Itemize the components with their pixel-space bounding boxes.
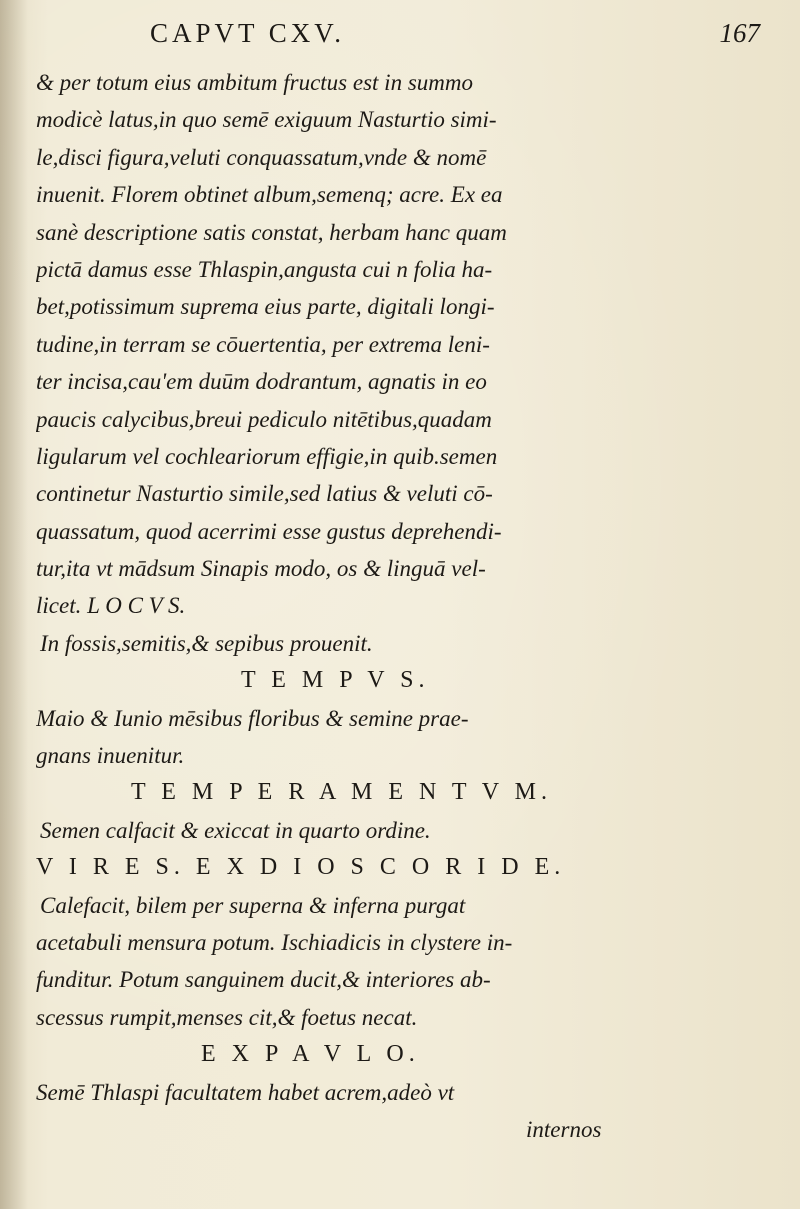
text-line: ligularum vel cochleariorum effigie,in quib.semen xyxy=(36,443,498,469)
text-line: In fossis,semitis,& sepibus prouenit. xyxy=(40,630,373,656)
text-line: scessus rumpit,menses cit,& foetus necat. xyxy=(36,1004,418,1030)
text-line: Semē Thlaspi facultatem habet acrem,adeò vt xyxy=(36,1079,455,1105)
text-line: ter incisa,cau'em duūm dodrantum, agnatis in eo xyxy=(36,369,487,395)
text-line: bet,potissimum suprema eius parte, digitali longi- xyxy=(36,294,495,320)
text-line: paucis calycibus,breui pediculo nitētibus,quadam xyxy=(36,406,492,432)
page-number: 167 xyxy=(719,18,760,48)
section-heading-tempus: T E M P V S. xyxy=(241,667,430,694)
text-line: acetabuli mensura potum. Ischiadicis in clystere in- xyxy=(36,929,513,955)
page-header xyxy=(0,14,800,54)
text-line: funditur. Potum sanguinem ducit,& interiores ab- xyxy=(36,967,491,993)
text-line-locus: licet. L O C V S. xyxy=(36,593,186,619)
text-line: tur,ita vt mādsum Sinapis modo, os & linguā vel- xyxy=(36,556,486,582)
text-line: & per totum eius ambitum fructus est in summo xyxy=(36,70,473,95)
section-heading-temperamentum: T E M P E R A M E N T V M. xyxy=(131,779,552,806)
text-line: inuenit. Florem obtinet album,semenq; acre. Ex ea xyxy=(36,182,503,208)
text-block xyxy=(36,64,776,1148)
section-heading-vires: V I R E S. E X D I O S C O R I D E. xyxy=(36,854,566,881)
text-line: quassatum, quod acerrimi esse gustus deprehendi- xyxy=(36,518,502,544)
text-line: Semen calfacit & exiccat in quarto ordine. xyxy=(40,817,431,843)
text-line: le,disci figura,veluti conquassatum,vnde & nomē xyxy=(36,144,487,170)
catchword: internos xyxy=(526,1116,602,1142)
text-line: modicè latus,in quo semē exiguum Nasturtio simi- xyxy=(36,107,497,133)
text-line: Maio & Iunio mēsibus floribus & semine prae- xyxy=(36,705,469,731)
text-line: gnans inuenitur. xyxy=(36,743,185,769)
text-line: continetur Nasturtio simile,sed latius & veluti cō- xyxy=(36,481,493,507)
gutter-shadow xyxy=(0,0,28,1209)
text-line: Calefacit, bilem per superna & inferna purgat xyxy=(40,892,466,918)
text-line: tudine,in terram se cōuertentia, per extrema leni- xyxy=(36,331,490,357)
text-line: sanè descriptione satis constat, herbam hanc quam xyxy=(36,219,507,245)
text-line: pictā damus esse Thlaspin,angusta cui n folia ha- xyxy=(36,256,493,282)
section-heading-ex-paulo: E X P A V L O. xyxy=(201,1041,420,1068)
running-head: CAPVT CXV. xyxy=(150,18,346,48)
